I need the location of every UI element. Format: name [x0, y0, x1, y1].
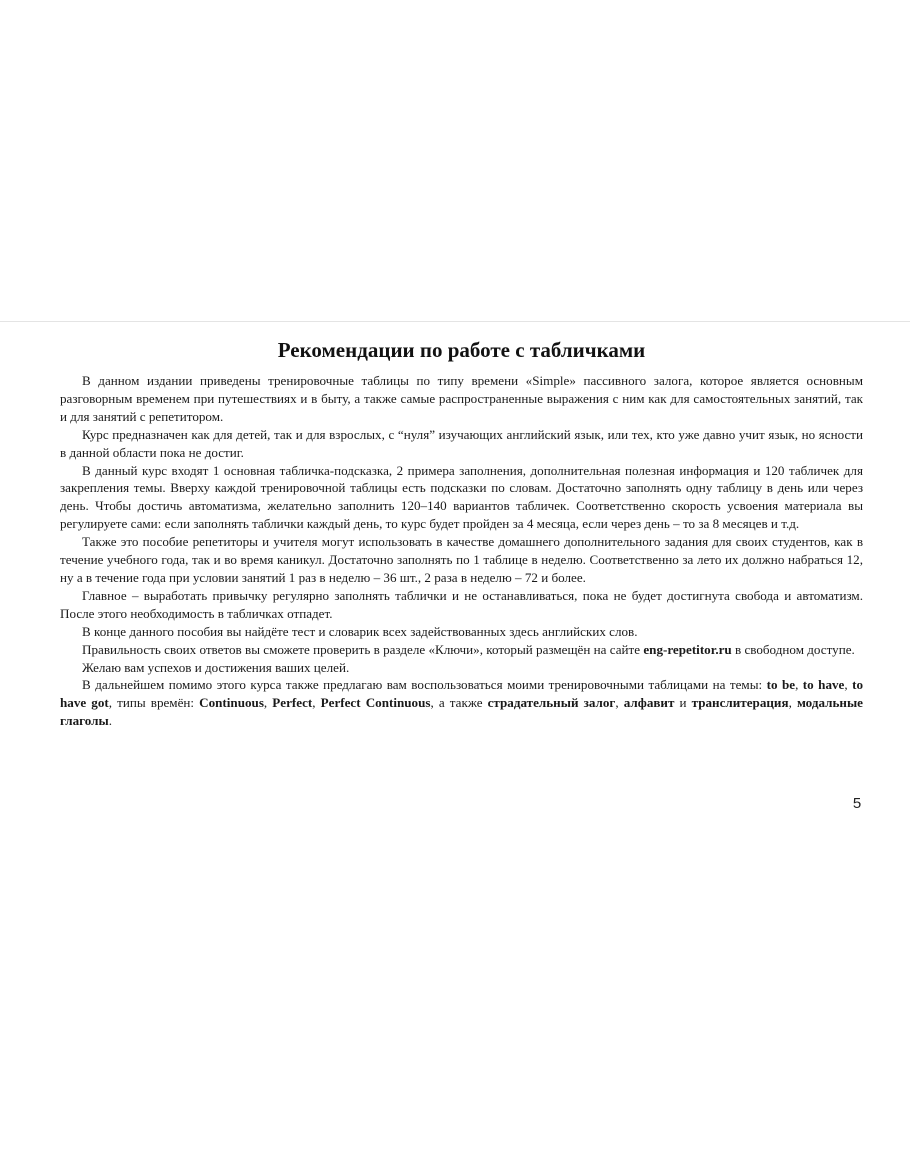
- paragraph: [60, 659, 863, 677]
- text-run: ,: [312, 695, 321, 711]
- text-run: в свободном доступе.: [731, 641, 855, 657]
- text-run: Правильность своих ответов вы сможете проверить в разделе «Ключи», который размещён на сайте: [82, 641, 644, 657]
- bold-term: Perfect Continuous: [320, 695, 431, 711]
- paragraph: [60, 426, 863, 462]
- paragraph: [60, 462, 863, 534]
- text-run: , а также: [430, 695, 488, 711]
- text-run: В конце данного пособия вы найдёте тест и словарик всех задействованных здесь английских слов.: [82, 623, 638, 639]
- text-run: Главное – выработать привычку регулярно заполнять таблички и не останавливаться, пока не будет достигнута свобода и автоматизм. После этого необходимость в табличках отпадет.: [60, 587, 863, 621]
- text-run: ,: [795, 677, 803, 693]
- text-run: .: [108, 713, 113, 729]
- text-run: В данном издании приведены тренировочные таблицы по типу времени «Simple» пассивного залога, которое является основным разговорным временем при путешествиях и в быту, а также самые распространенные выражения с ним как для самостоятельных занятий, так и для занятий с репетитором.: [60, 373, 863, 424]
- paragraph: [60, 533, 863, 587]
- paragraph: [60, 623, 863, 641]
- text-run: В данный курс входят 1 основная табличка-подсказка, 2 примера заполнения, дополнительная полезная информация и 120 табличек для закрепления темы. Вверху каждой тренировочной таблицы есть подсказки по словам. Достаточно заполнять одну таблицу в день или через день. Чтобы достичь автоматизма, желательно заполнить 120–140 вариантов табличек. Соответственно скорость усвоения материала вы регулируете сами: если заполнять таблички каждый день, то курс будет пройден за 4 месяца, если через день – то за 8 месяцев и т.д.: [60, 462, 863, 532]
- text-run: Курс предназначен как для детей, так и для взрослых, с “нуля” изучающих английский язык, или тех, кто уже давно учит язык, но ясности в данной области пока не достиг.: [60, 426, 863, 460]
- bold-term: to be: [766, 677, 796, 693]
- bold-term: to have: [802, 677, 845, 693]
- bold-term: алфавит: [623, 695, 675, 711]
- bold-term: Perfect: [272, 695, 313, 711]
- page-top-edge: [0, 321, 910, 322]
- text-run: Желаю вам успехов и достижения ваших целей.: [82, 659, 350, 675]
- bold-term: eng-repetitor.ru: [643, 641, 732, 657]
- paragraph: [60, 372, 863, 426]
- text-run: ,: [788, 695, 797, 711]
- text-run: ,: [263, 695, 273, 711]
- body-text: [60, 372, 863, 730]
- text-run: ,: [844, 677, 853, 693]
- bold-term: модальные глаголы: [60, 695, 863, 729]
- text-run: Также это пособие репетиторы и учителя могут использовать в качестве домашнего дополнительного задания для своих студентов, как в течение учебного года, так и во время каникул. Достаточно заполнять по 1 таблице в неделю. Соответственно за лето их должно набраться 12, ну а в течение года при условии занятий 1 раз в неделю – 36 шт., 2 раза в неделю – 72 и более.: [60, 534, 863, 585]
- paragraph: [60, 587, 863, 623]
- paragraph: [60, 641, 863, 659]
- text-run: ,: [615, 695, 624, 711]
- document-page: [60, 336, 863, 730]
- paragraph: [60, 676, 863, 730]
- text-run: В дальнейшем помимо этого курса также предлагаю вам воспользоваться моими тренировочными таблицами на темы:: [82, 677, 767, 693]
- bold-term: страдательный залог: [487, 695, 616, 711]
- bold-term: Continuous: [199, 695, 264, 711]
- text-run: , типы времён:: [108, 695, 200, 711]
- page-number: 5: [852, 795, 862, 812]
- bold-term: to have got: [60, 677, 864, 711]
- page-title: Рекомендации по работе с табличками: [277, 338, 646, 362]
- bold-term: транслитерация: [691, 695, 789, 711]
- text-run: и: [674, 695, 692, 711]
